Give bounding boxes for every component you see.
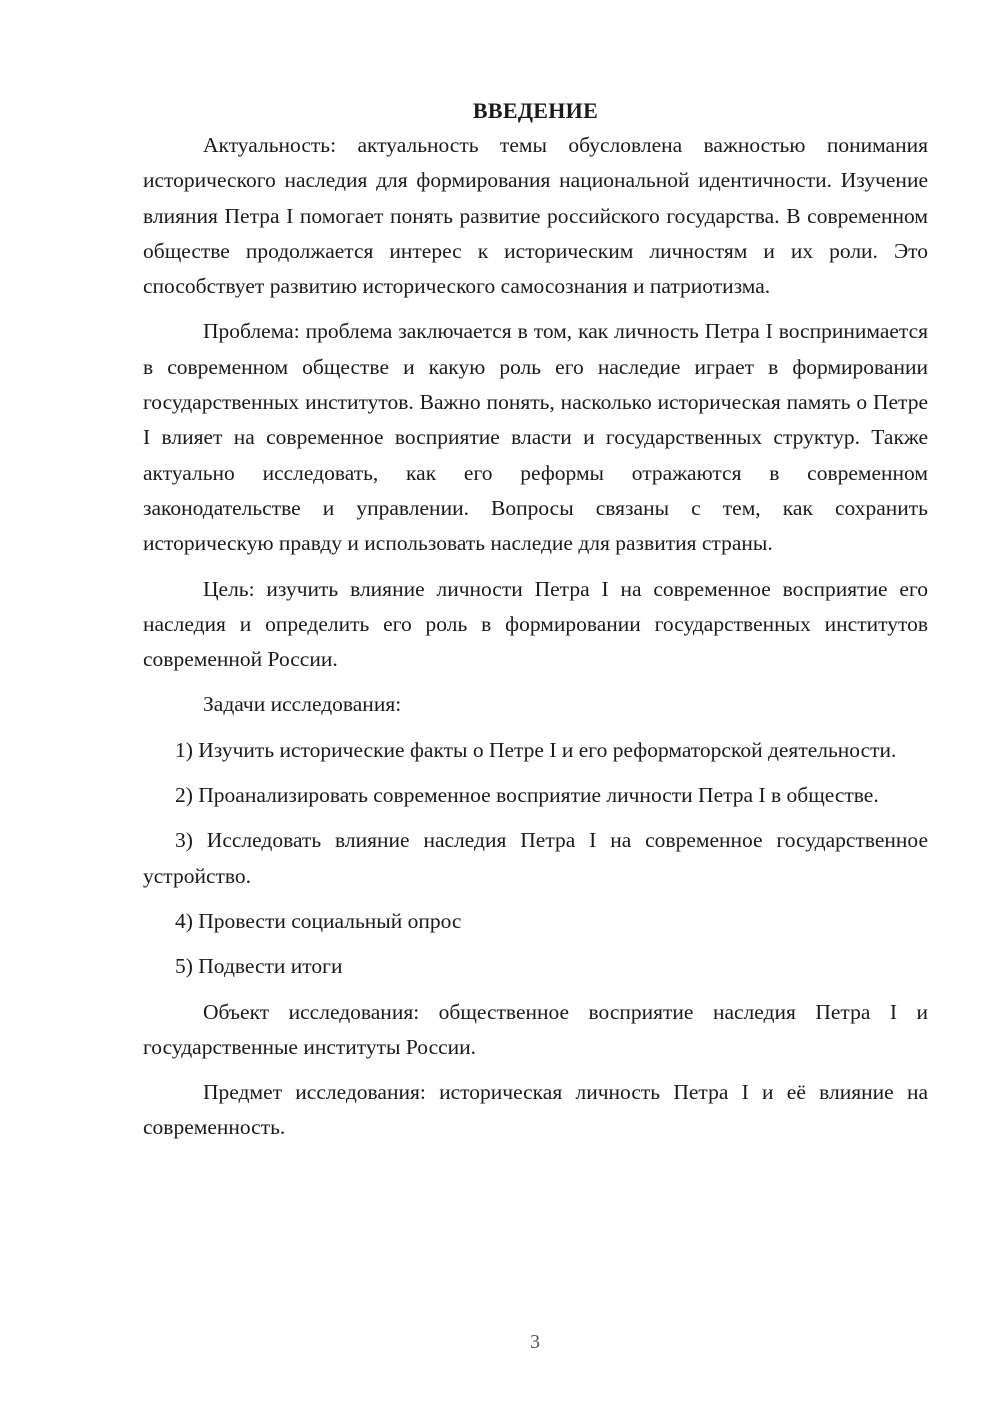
subject-paragraph: Предмет исследования: историческая личность Петра I и её влияние на современность. — [143, 1080, 928, 1140]
object-paragraph: Объект исследования: общественное восприятие наследия Петра I и государственные институты России. — [143, 999, 928, 1059]
tasks-list — [143, 733, 928, 985]
document-page — [143, 94, 928, 1156]
list-item: 3) Исследовать влияние наследия Петра I на современное государственное устройство. — [143, 828, 928, 888]
relevance-paragraph: Актуальность: актуальность темы обусловлена важностью понимания исторического наследия для формирования национальной идентичности. Изучение влияния Петра I помогает понять развитие российского государства. В современном обществе продолжается интерес к историческим личностям и их роли. Это способствует развитию исторического самосознания и патриотизма. — [143, 133, 928, 299]
problem-paragraph: Проблема: проблема заключается в том, как личность Петра I воспринимается в современном обществе и какую роль его наследие играет в формировании государственных институтов. Важно понять, насколько историческая память о Петре I влияет на современное восприятие власти и государственных структур. Также актуально исследовать, как его реформы отражаются в современном законодательстве и управлении. Вопросы связаны с тем, как сохранить историческую правду и использовать наследие для развития страны. — [143, 319, 928, 556]
list-item: 5) Подвести итоги — [175, 954, 343, 979]
list-item: 2) Проанализировать современное восприятие личности Петра I в обществе. — [175, 783, 879, 808]
goal-paragraph: Цель: изучить влияние личности Петра I на современное восприятие его наследия и определить его роль в формировании государственных институтов современной России. — [143, 576, 928, 672]
page-number: 3 — [530, 1331, 540, 1353]
page-title: ВВЕДЕНИЕ — [472, 98, 599, 123]
list-item: 4) Провести социальный опрос — [175, 908, 462, 933]
list-item: 1) Изучить исторические факты о Петре I и его реформаторской деятельности. — [175, 737, 897, 762]
tasks-heading: Задачи исследования: — [203, 692, 402, 717]
